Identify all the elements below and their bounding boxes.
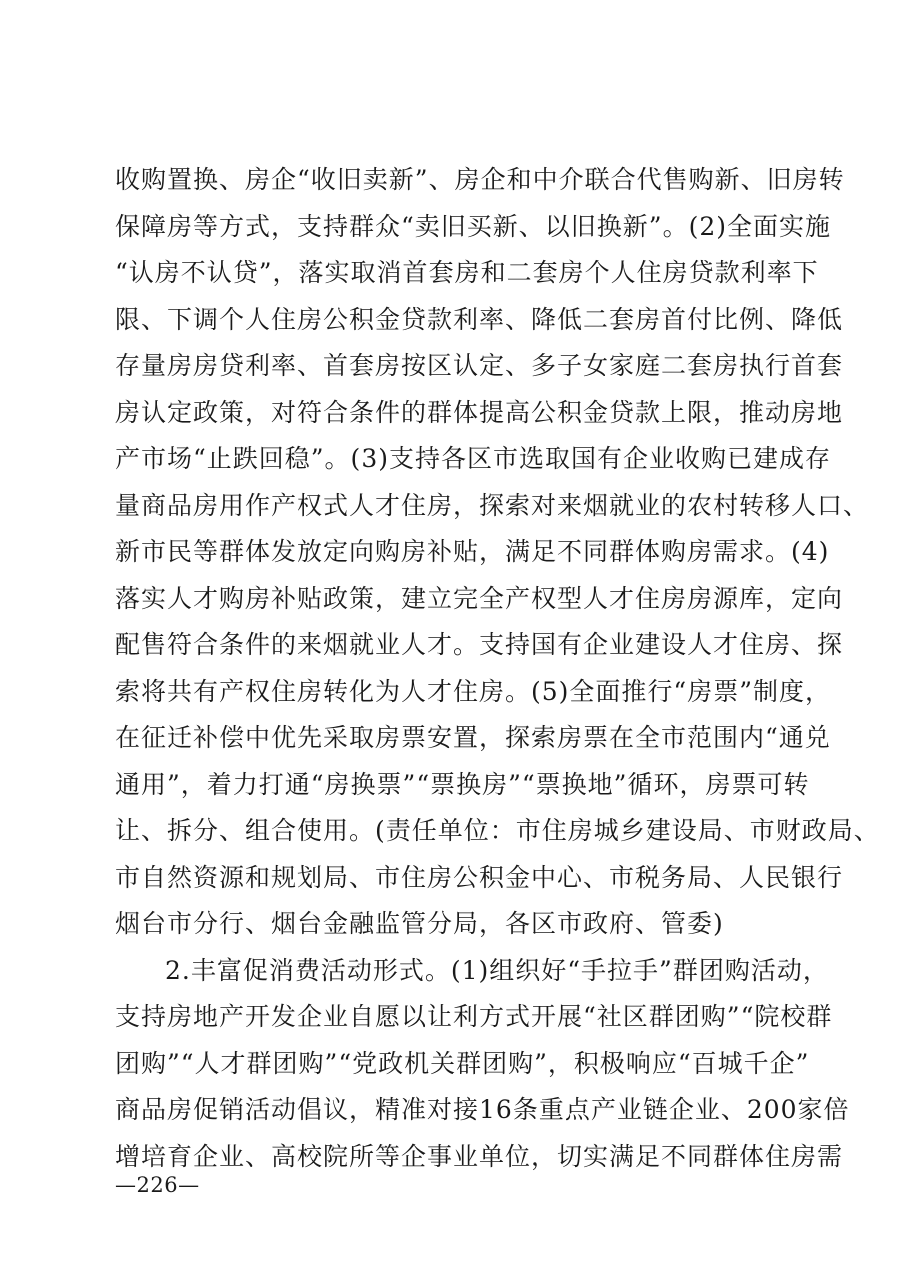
text-line: 商品房促销活动倡议，精准对接16条重点产业链企业、200家倍 bbox=[115, 1095, 850, 1124]
section-heading-line: 2.丰富促消费活动形式。(1)组织好“手拉手”群团购活动， bbox=[165, 955, 829, 985]
text-line: 落实人才购房补贴政策，建立完全产权型人才住房房源库，定向 bbox=[115, 583, 844, 613]
text-line: 让、拆分、组合使用。(责任单位：市住房城乡建设局、市财政局、 bbox=[115, 816, 880, 845]
text-line: 新市民等群体发放定向购房补贴，满足不同群体购房需求。(4) bbox=[115, 537, 830, 566]
text-line: 索将共有产权住房转化为人才住房。(5)全面推行“房票”制度， bbox=[115, 676, 831, 706]
text-line: “认房不认贷”，落实取消首套房和二套房个人住房贷款利率下 bbox=[115, 258, 819, 287]
text-line: 支持房地产开发企业自愿以让利方式开展“社区群团购”“院校群 bbox=[115, 1002, 833, 1031]
body-text bbox=[115, 157, 880, 1180]
text-line: 房认定政策，对符合条件的群体提高公积金贷款上限，推动房地 bbox=[115, 397, 844, 427]
text-line: 配售符合条件的来烟就业人才。支持国有企业建设人才住房、探 bbox=[115, 630, 844, 659]
text-line: 通用”，着力打通“房换票”“票换房”“票换地”循环，房票可转 bbox=[115, 769, 810, 799]
text-line: 团购”“人才群团购”“党政机关群团购”，积极响应“百城千企” bbox=[115, 1048, 810, 1078]
text-line: 限、下调个人住房公积金贷款利率、降低二套房首付比例、降低 bbox=[115, 304, 844, 334]
text-line: 烟台市分行、烟台金融监管分局，各区市政府、管委) bbox=[115, 909, 724, 938]
text-line: 市自然资源和规划局、市住房公积金中心、市税务局、人民银行 bbox=[115, 862, 844, 892]
text-line: 增培育企业、高校院所等企事业单位，切实满足不同群体住房需 bbox=[115, 1141, 844, 1171]
text-line: 存量房房贷利率、首套房按区认定、多子女家庭二套房执行首套 bbox=[115, 351, 844, 380]
text-line: 在征迁补偿中优先采取房票安置，探索房票在全市范围内“通兑 bbox=[115, 723, 831, 752]
text-line: 产市场“止跌回稳”。(3)支持各区市选取国有企业收购已建成存 bbox=[115, 444, 831, 473]
text-line: 保障房等方式，支持群众“卖旧买新、以旧换新”。(2)全面实施 bbox=[115, 211, 831, 241]
text-line: 收购置换、房企“收旧卖新”、房企和中介联合代售购新、旧房转 bbox=[115, 165, 845, 194]
page-number: —226— bbox=[115, 1173, 200, 1197]
text-line: 量商品房用作产权式人才住房，探索对来烟就业的农村转移人口、 bbox=[115, 490, 870, 520]
